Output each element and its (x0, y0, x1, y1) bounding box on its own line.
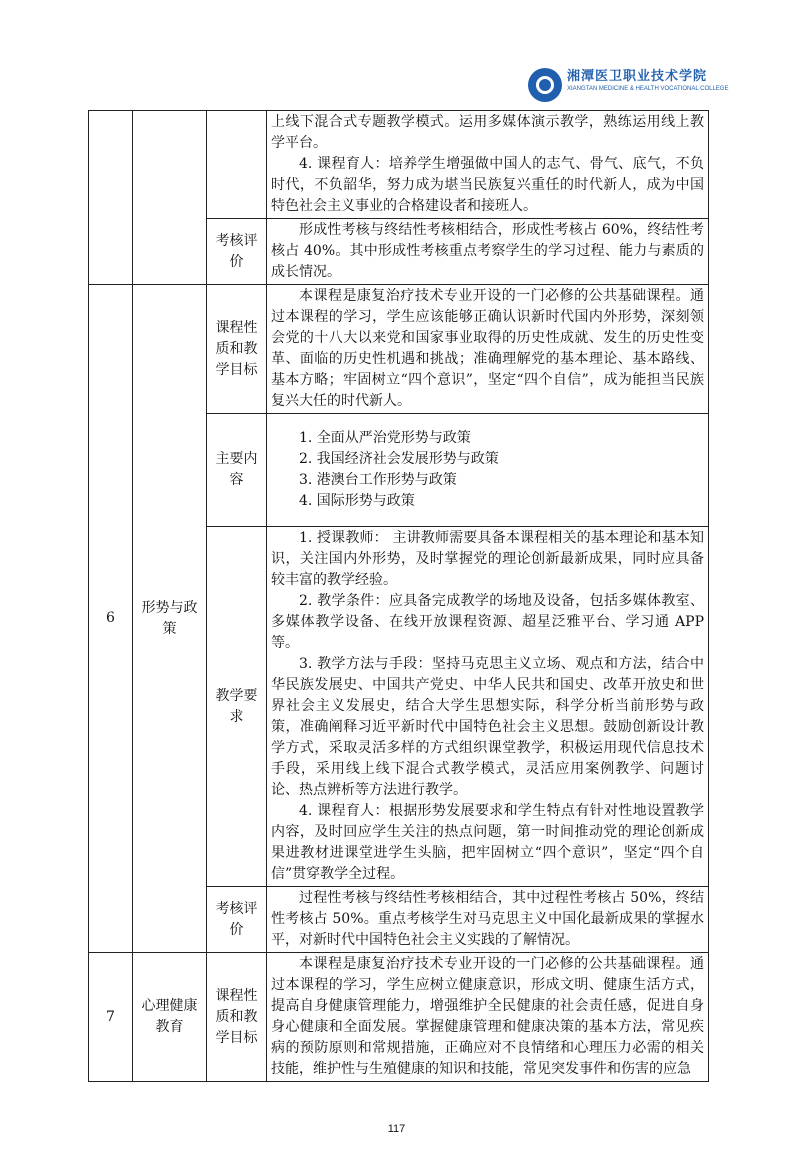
course-name: 形势与政策 (133, 285, 207, 953)
logo-en: XIANGTAN MEDICINE & HEALTH VOCATIONAL COLLEGE (567, 86, 729, 92)
course-number: 7 (89, 953, 133, 1082)
list-item: 3. 港澳台工作形势与政策 (299, 472, 457, 488)
paragraph: 1. 授课教师： 主讲教师需要具备本课程相关的基本理论和基本知识，关注国内外形势，及时掌握党的理论创新最新成果，同时应具备较丰富的教学经验。 (271, 530, 704, 588)
cell-name (133, 111, 207, 285)
paragraph: 2. 教学条件：应具备完成教学的场地及设备，包括多媒体教室、多媒体教学设备、在线开放课程资源、超星泛雅平台、学习通 APP 等。 (271, 593, 704, 651)
list-item: 4. 国际形势与政策 (299, 493, 415, 509)
cell-num (89, 111, 133, 285)
logo-cn: 湘潭医卫职业技术学院 (567, 69, 708, 84)
table-row (89, 111, 709, 219)
paragraph: 3. 教学方法与手段：坚持马克思主义立场、观点和方法，结合中华民族发展史、中国共产党史、中华人民共和国史、改革开放史和世界社会主义发展史，结合大学生思想实际，科学分析当前形势与政策，准确阐释习近平新时代中国特色社会主义思想。鼓励创新设计教学方式，采取灵活多样的方式组织课堂教学，积极运用现代信息技术手段，采用线上线下混合式教学模式，灵活应用案例教学、问题讨论、热点辨析等方法进行教学。 (271, 656, 704, 798)
course-name: 心理健康教育 (133, 953, 207, 1082)
label-eval: 考核评价 (207, 887, 267, 953)
label-goal: 课程性质和教学目标 (207, 285, 267, 414)
label-requirements: 教学要求 (207, 527, 267, 887)
paragraph: 4. 课程育人：培养学生增强做中国人的志气、骨气、底气，不负时代，不负韶华，努力成为堪当民族复兴重任的时代新人，成为中国特色社会主义事业的合格建设者和接班人。 (271, 156, 704, 214)
label-content: 主要内容 (207, 414, 267, 527)
paragraph: 本课程是康复治疗技术专业开设的一门必修的公共基础课程。通过本课程的学习，学生应树立健康意识，形成文明、健康生活方式，提高自身健康管理能力，增强维护全民健康的社会责任感，促进自身身心健康和全面发展。掌握健康管理和健康决策的基本方法，常见疾病的预防原则和常规措施，正确应对不良情绪和心理压力必需的相关技能，维护性与生殖健康的知识和技能，常见突发事件和伤害的应急 (271, 956, 704, 1077)
table-row (89, 285, 709, 414)
course-number: 6 (89, 285, 133, 953)
cell-content (267, 111, 709, 219)
paragraph: 过程性考核与终结性考核相结合，其中过程性考核占 50%，终结性考核占 50%。重点考核学生对马克思主义中国化最新成果的掌握水平，对新时代中国特色社会主义实践的了解情况。 (271, 890, 704, 948)
college-logo (528, 68, 793, 110)
course-table (88, 110, 709, 1082)
paragraph: 形成性考核与终结性考核相结合，形成性考核占 60%，终结性考核占 40%。其中形成性考核重点考察学生的学习过程、能力与素质的成长情况。 (271, 222, 704, 280)
list-item: 2. 我国经济社会发展形势与政策 (299, 451, 499, 467)
cell-label (207, 111, 267, 219)
label-eval: 考核评价 (207, 219, 267, 285)
paragraph: 上线下混合式专题教学模式。运用多媒体演示教学，熟练运用线上教学平台。 (271, 114, 704, 151)
paragraph: 4. 课程育人：根据形势发展要求和学生特点有针对性地设置教学内容，及时回应学生关注的热点问题，第一时间推动党的理论创新成果进教材进课堂进学生头脑，把牢固树立“四个意识”，坚定“四个自信”贯穿教学全过程。 (271, 803, 704, 882)
page-number: 117 (387, 1123, 406, 1135)
label-goal: 课程性质和教学目标 (207, 953, 267, 1082)
paragraph: 本课程是康复治疗技术专业开设的一门必修的公共基础课程。通过本课程的学习，学生应该能够正确认识新时代国内外形势，深刻领会党的十八大以来党和国家事业取得的历史性成就、发生的历史性变革、面临的历史性机遇和挑战；准确理解党的基本理论、基本路线、基本方略；牢固树立“四个意识”，坚定“四个自信”，成为能担当民族复兴大任的时代新人。 (271, 288, 704, 409)
list-item: 1. 全面从严治党形势与政策 (299, 430, 471, 446)
table-row (89, 953, 709, 1082)
college-emblem-icon (528, 68, 562, 102)
